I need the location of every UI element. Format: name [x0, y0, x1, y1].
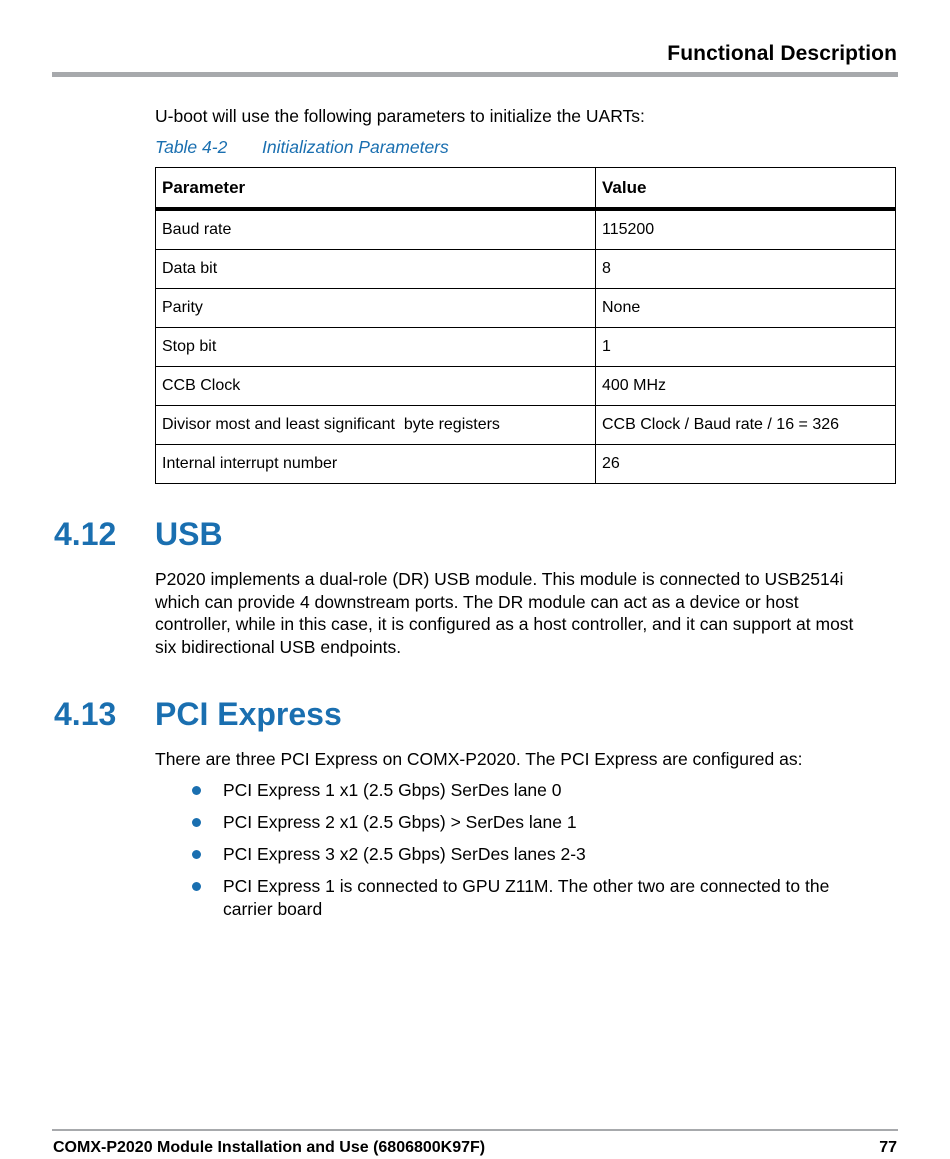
- list-item: [155, 843, 875, 866]
- paragraph-line: which can provide 4 downstream ports. The DR module can act as a device or host: [155, 591, 799, 612]
- table-row: [156, 209, 896, 250]
- table-cell-value: 1: [596, 328, 896, 367]
- paragraph-line: P2020 implements a dual-role (DR) USB module. This module is connected to USB2514i: [155, 569, 844, 589]
- table-cell-value: 26: [596, 445, 896, 484]
- running-header-title: Functional Description: [667, 42, 897, 65]
- list-item: [155, 811, 875, 834]
- table-row: [156, 250, 896, 289]
- table-row: [156, 289, 896, 328]
- list-item-text: PCI Express 2 x1 (2.5 Gbps) > SerDes lane 1: [223, 812, 577, 832]
- intro-paragraph: U-boot will use the following parameters to initialize the UARTs:: [155, 106, 645, 126]
- section-heading-pci-express: [54, 696, 342, 733]
- column-header-value: Value: [596, 168, 896, 210]
- section-title: PCI Express: [155, 696, 342, 732]
- list-item-text: PCI Express 1 x1 (2.5 Gbps) SerDes lane 0: [223, 780, 562, 800]
- table-cell-value: CCB Clock / Baud rate / 16 = 326: [596, 406, 896, 445]
- table-cell-parameter: Internal interrupt number: [156, 445, 596, 484]
- table-cell-parameter: Baud rate: [156, 209, 596, 250]
- table-cell-value: 115200: [596, 209, 896, 250]
- table-caption: [155, 137, 449, 158]
- column-header-parameter: Parameter: [156, 168, 596, 210]
- initialization-parameters-table: [155, 167, 896, 484]
- paragraph-line: controller, while in this case, it is configured as a host controller, and it can support at most: [155, 614, 854, 634]
- section-number: 4.13: [54, 696, 117, 732]
- list-item-text: PCI Express 3 x2 (2.5 Gbps) SerDes lanes 2-3: [223, 844, 586, 864]
- table-cell-value: 8: [596, 250, 896, 289]
- table-cell-value: None: [596, 289, 896, 328]
- header-rule: [52, 72, 898, 77]
- table-row: [156, 445, 896, 484]
- table-row: [156, 367, 896, 406]
- table-cell-parameter: CCB Clock: [156, 367, 596, 406]
- usb-paragraph: [155, 568, 900, 658]
- pci-express-bullet-list: [155, 779, 875, 930]
- section-heading-usb: [54, 516, 223, 553]
- table-cell-parameter: Data bit: [156, 250, 596, 289]
- paragraph-line: six bidirectional USB endpoints.: [155, 636, 402, 657]
- list-item: [155, 875, 875, 920]
- table-header-row: [156, 168, 896, 210]
- list-item-text: PCI Express 1 is connected to GPU Z11M. The other two are connected to the carrier board: [223, 876, 830, 919]
- bullet-icon: [192, 786, 201, 795]
- table-cell-parameter: Divisor most and least significant byte registers: [156, 406, 596, 445]
- footer-document-title: COMX-P2020 Module Installation and Use (6806800K97F): [53, 1139, 486, 1156]
- pci-express-intro: There are three PCI Express on COMX-P2020. The PCI Express are configured as:: [155, 749, 803, 769]
- table-row: [156, 406, 896, 445]
- table-cell-parameter: Parity: [156, 289, 596, 328]
- table-caption-title: Initialization Parameters: [262, 137, 449, 157]
- bullet-icon: [192, 850, 201, 859]
- bullet-icon: [192, 882, 201, 891]
- table-row: [156, 328, 896, 367]
- table-caption-number: Table 4-2: [155, 137, 228, 157]
- footer-rule: [52, 1129, 898, 1131]
- footer-page-number: 77: [879, 1139, 897, 1156]
- section-title: USB: [155, 516, 223, 552]
- table-cell-parameter: Stop bit: [156, 328, 596, 367]
- bullet-icon: [192, 818, 201, 827]
- section-number: 4.12: [54, 516, 117, 552]
- table-cell-value: 400 MHz: [596, 367, 896, 406]
- list-item: [155, 779, 875, 802]
